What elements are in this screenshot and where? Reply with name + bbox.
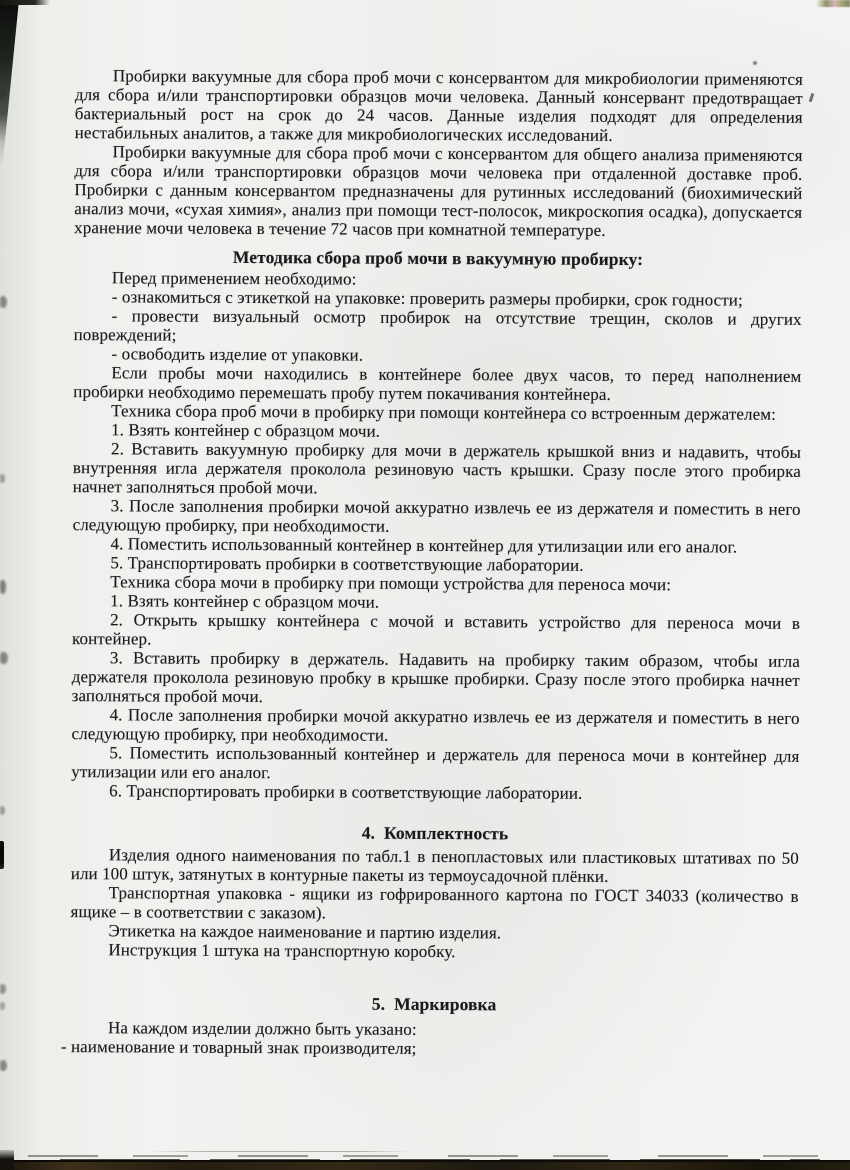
completeness-paragraph: Инструкция 1 штука на транспортную коробку. [108, 940, 456, 962]
section-heading-completeness: 4. Комплектность [361, 822, 509, 844]
scan-artifact-smudge [0, 90, 6, 99]
scan-artifact-left-wedge [0, 0, 19, 168]
method-step: 4. Поместить использованный контейнер в контейнер для утилизации или его аналог. [110, 534, 738, 557]
scan-artifact-smudge [0, 806, 5, 815]
completeness-paragraph: Изделия одного наименования по табл.1 в пенопластовых или пластиковых штативах по 50 или 100 штук, затянутых в контурные пакеты из термоусадочной плёнки. [70, 845, 799, 886]
scan-artifact-streak [60, 1159, 820, 1161]
method-step: 2. Открыть крышку контейнера с мочой и вставить устройство для переноса мочи в контейнер. [71, 610, 801, 649]
method-step: 5. Поместить использованный контейнер и держатель для переноса мочи в контейнер для утилизации или его аналог. [71, 743, 800, 783]
scan-artifact-tick [809, 93, 814, 102]
method-step: 3. После заполнения пробирки мочой аккуратно извлечь ее из держателя и поместить в него следующую пробирку, при необходимости. [72, 496, 801, 536]
method-step: 3. Вставить пробирку в держатель. Надавить на пробирку таким образом, чтобы игла держателя проколола резиновую пробку в крышке пробирки. Сразу после этого пробирка начнет заполняться пробой мочи. [71, 648, 800, 707]
marking-paragraph: На каждом изделии должно быть указано: [107, 1018, 417, 1039]
intro-paragraph: Пробирки вакуумные для сбора проб мочи с консервантом для общего анализа применяются для сбора и/или транспортировки образцов мочи человека при отдаленной доставке проб. Пробирки с данным консервантом предназначены для рутинных исследований (биохимический анализ мочи, «сухая химия», анализ при помощи тест-полосок, микроскопия осадка), допускается хранение мочи человека в течение 72 часов при комнатной температуре. [74, 142, 803, 240]
scan-artifact-smudge [0, 984, 6, 994]
method-list-item: - ознакомиться с этикеткой на упаковке: проверить размеры пробирки, срок годности; [111, 287, 743, 310]
method-list-item: - провести визуальный осмотр пробирок на отсутствие трещин, сколов и других повреждений; [73, 306, 802, 345]
scan-artifact-smudge [0, 296, 7, 308]
method-step: 1. Взять контейнер с образцом мочи. [111, 420, 381, 441]
scan-artifact-smudge [0, 1060, 7, 1071]
section-heading-marking: 5. Маркировка [371, 993, 497, 1015]
scan-artifact-dot [753, 61, 757, 65]
scan-artifact-smudge [0, 1002, 5, 1010]
scan-artifact-bottom-band [0, 1160, 850, 1170]
method-paragraph: Перед применением необходимо: [111, 268, 357, 289]
method-paragraph: Техника сбора мочи в пробирку при помощи устройства для переноса мочи: [110, 572, 672, 595]
intro-paragraph: Пробирки вакуумные для сбора проб мочи с консервантом для микробиологии применяются для сбора и/или транспортировки образцов мочи человека. Данный консервант предотвращает бактериальный рост на срок до 24 часов. Данные изделия подходят для определения нестабильных аналитов, а также для микробиологических исследований. [74, 66, 803, 145]
scan-artifact-top-edge [0, 0, 50, 5]
completeness-paragraph: Этикетка на каждое наименование и партию изделия. [108, 921, 502, 943]
scan-artifact-streak [28, 1155, 828, 1157]
scan-artifact-left-dash [0, 841, 4, 869]
scan-artifact-smudge [0, 474, 5, 483]
method-paragraph: Если пробы мочи находились в контейнере более двух часов, то перед наполнением пробирки необходимо перемешать пробу путем покачивания контейнера. [73, 363, 802, 404]
document-text-block [60, 66, 803, 1060]
method-step: 4. После заполнения пробирки мочой аккуратно извлечь ее из держателя и поместить в него следующую пробирку, при необходимости. [71, 705, 800, 745]
method-step: 6. Транспортировать пробирки в соответствующие лаборатории. [109, 781, 583, 803]
scan-artifact-smudge [0, 580, 6, 594]
method-paragraph: Техника сбора проб мочи в пробирку при помощи контейнера со встроенным держателем: [111, 401, 777, 424]
section-heading-method: Методика сбора проб мочи в вакуумную пробирку: [232, 246, 644, 270]
marking-list-item: - наименование и товарный знак производителя; [60, 1037, 417, 1058]
method-step: 5. Транспортировать пробирки в соответствующие лаборатории. [110, 553, 584, 575]
scan-artifact-streak [150, 1151, 410, 1152]
scan-artifact-smudge [0, 652, 8, 664]
scan-artifact-top-right-speck [816, 0, 850, 7]
scan-artifact-bottom-corner [0, 1150, 14, 1170]
method-step: 1. Взять контейнер с образцом мочи. [110, 591, 380, 612]
completeness-paragraph: Транспортная упаковка - ящики из гофрированного картона по ГОСТ 34033 (количество в ящике – в соответствии с заказом). [70, 883, 799, 923]
method-step: 2. Вставить вакуумную пробирку для мочи в держатель крышкой вниз и надавить, чтобы внутренняя игла держателя проколола резиновую часть крышки. Сразу после этого пробирка начнет заполняться пробой мочи. [72, 439, 802, 498]
method-list-item: - освободить изделие от упаковки. [111, 344, 364, 365]
